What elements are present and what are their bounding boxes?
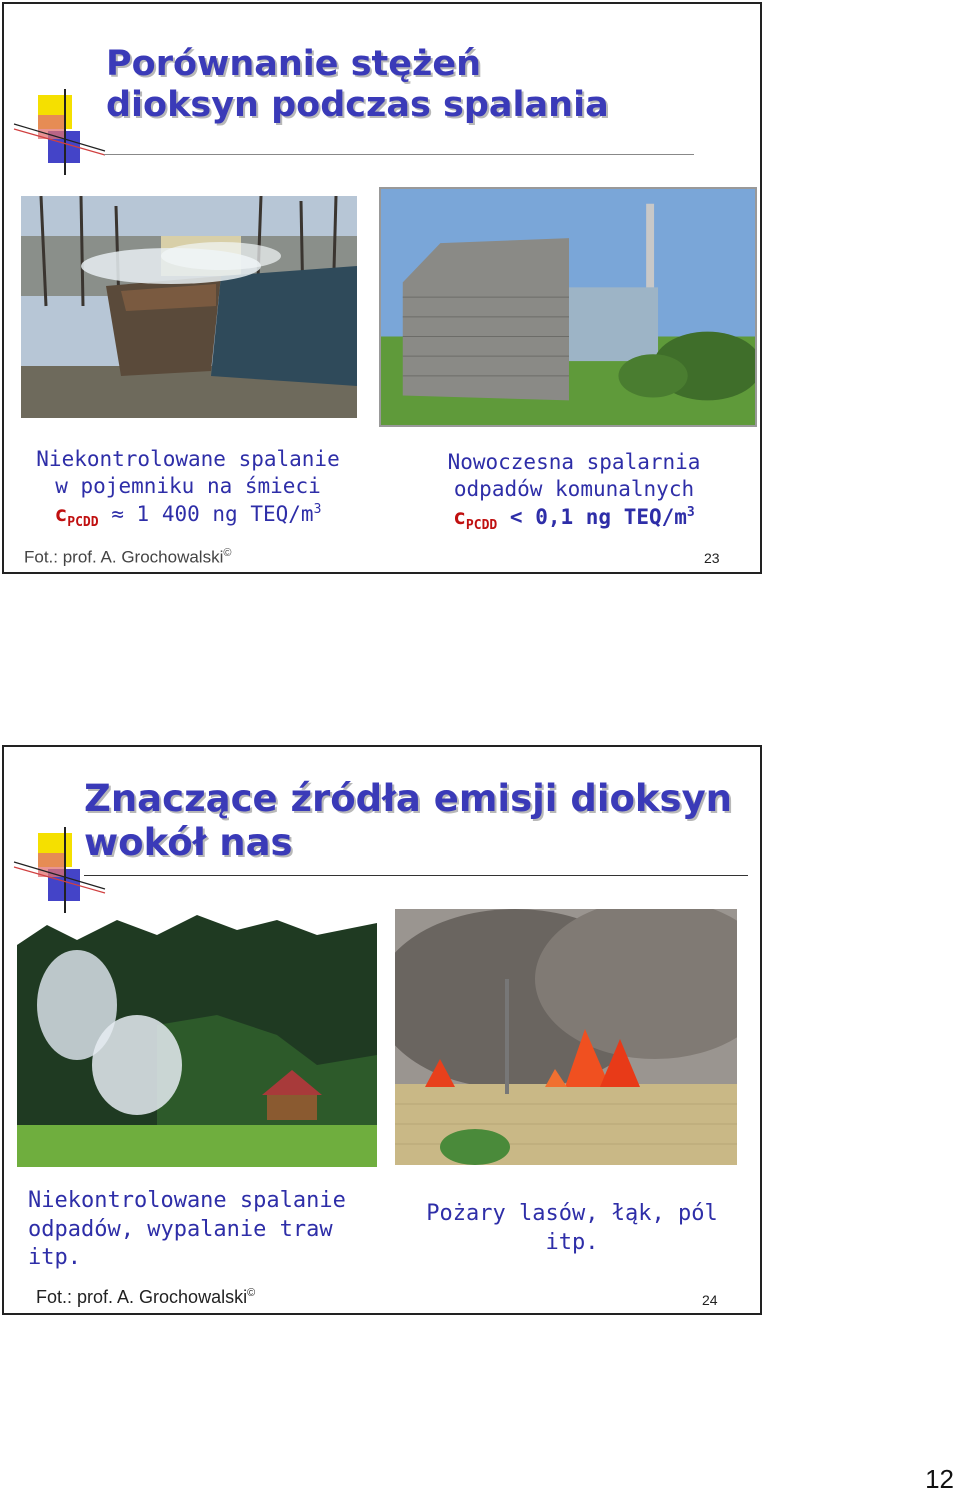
- uncontrolled-burning-caption: [18, 446, 358, 532]
- caption-line-2: odpadów, wypalanie traw: [28, 1216, 333, 1242]
- page-number: 12: [925, 1464, 954, 1494]
- field-fire-photo: [395, 909, 737, 1165]
- waste-container-photo: [21, 196, 357, 418]
- slide-title: [84, 777, 732, 864]
- incineration-plant-photo: [379, 187, 757, 427]
- photo-credit: Fot.: prof. A. Grochowalski©: [24, 547, 232, 567]
- title-line-2: dioksyn podczas spalania: [106, 85, 609, 126]
- title-line-1: Znaczące źródła emisji dioksyn: [84, 777, 733, 820]
- title-line-2: wokół nas: [84, 820, 293, 864]
- forest-smoke-photo: [17, 915, 377, 1167]
- slide-23: [2, 2, 762, 574]
- slide-number: 23: [704, 550, 720, 566]
- title-divider: [84, 875, 748, 876]
- title-line-1: Porównanie stężeń: [106, 44, 482, 84]
- slide-decoration-icon: [10, 89, 110, 179]
- wildfire-caption: Pożary lasów, łąk, pól itp.: [426, 1201, 718, 1255]
- concentration-formula: $c_{PCDD} \approx 1$ 400 ng TEQ/$m^3$: [54, 501, 322, 530]
- caption-line-3: itp.: [28, 1245, 81, 1271]
- incinerator-caption: [394, 449, 754, 535]
- slide-number: 24: [702, 1292, 718, 1308]
- photo-credit: Fot.: prof. A. Grochowalski©: [36, 1287, 256, 1307]
- copyright-mark: ©: [247, 1287, 256, 1299]
- caption-line-1: Nowoczesna spalarnia: [447, 450, 701, 474]
- caption-line-1: Niekontrolowane spalanie: [28, 1188, 346, 1213]
- uncontrolled-burning-caption: [28, 1187, 368, 1273]
- slide-title: [106, 44, 609, 127]
- slide-24: [2, 745, 762, 1315]
- caption-line-2: w pojemniku na śmieci: [55, 474, 321, 499]
- caption-line-1: Niekontrolowane spalanie: [36, 447, 340, 471]
- copyright-mark: ©: [223, 547, 232, 559]
- caption-line-2: odpadów komunalnych: [453, 477, 695, 502]
- title-divider: [104, 154, 694, 155]
- concentration-formula: $c_{PCDD} < 0,1$ ng TEQ/$m^3$: [453, 504, 695, 533]
